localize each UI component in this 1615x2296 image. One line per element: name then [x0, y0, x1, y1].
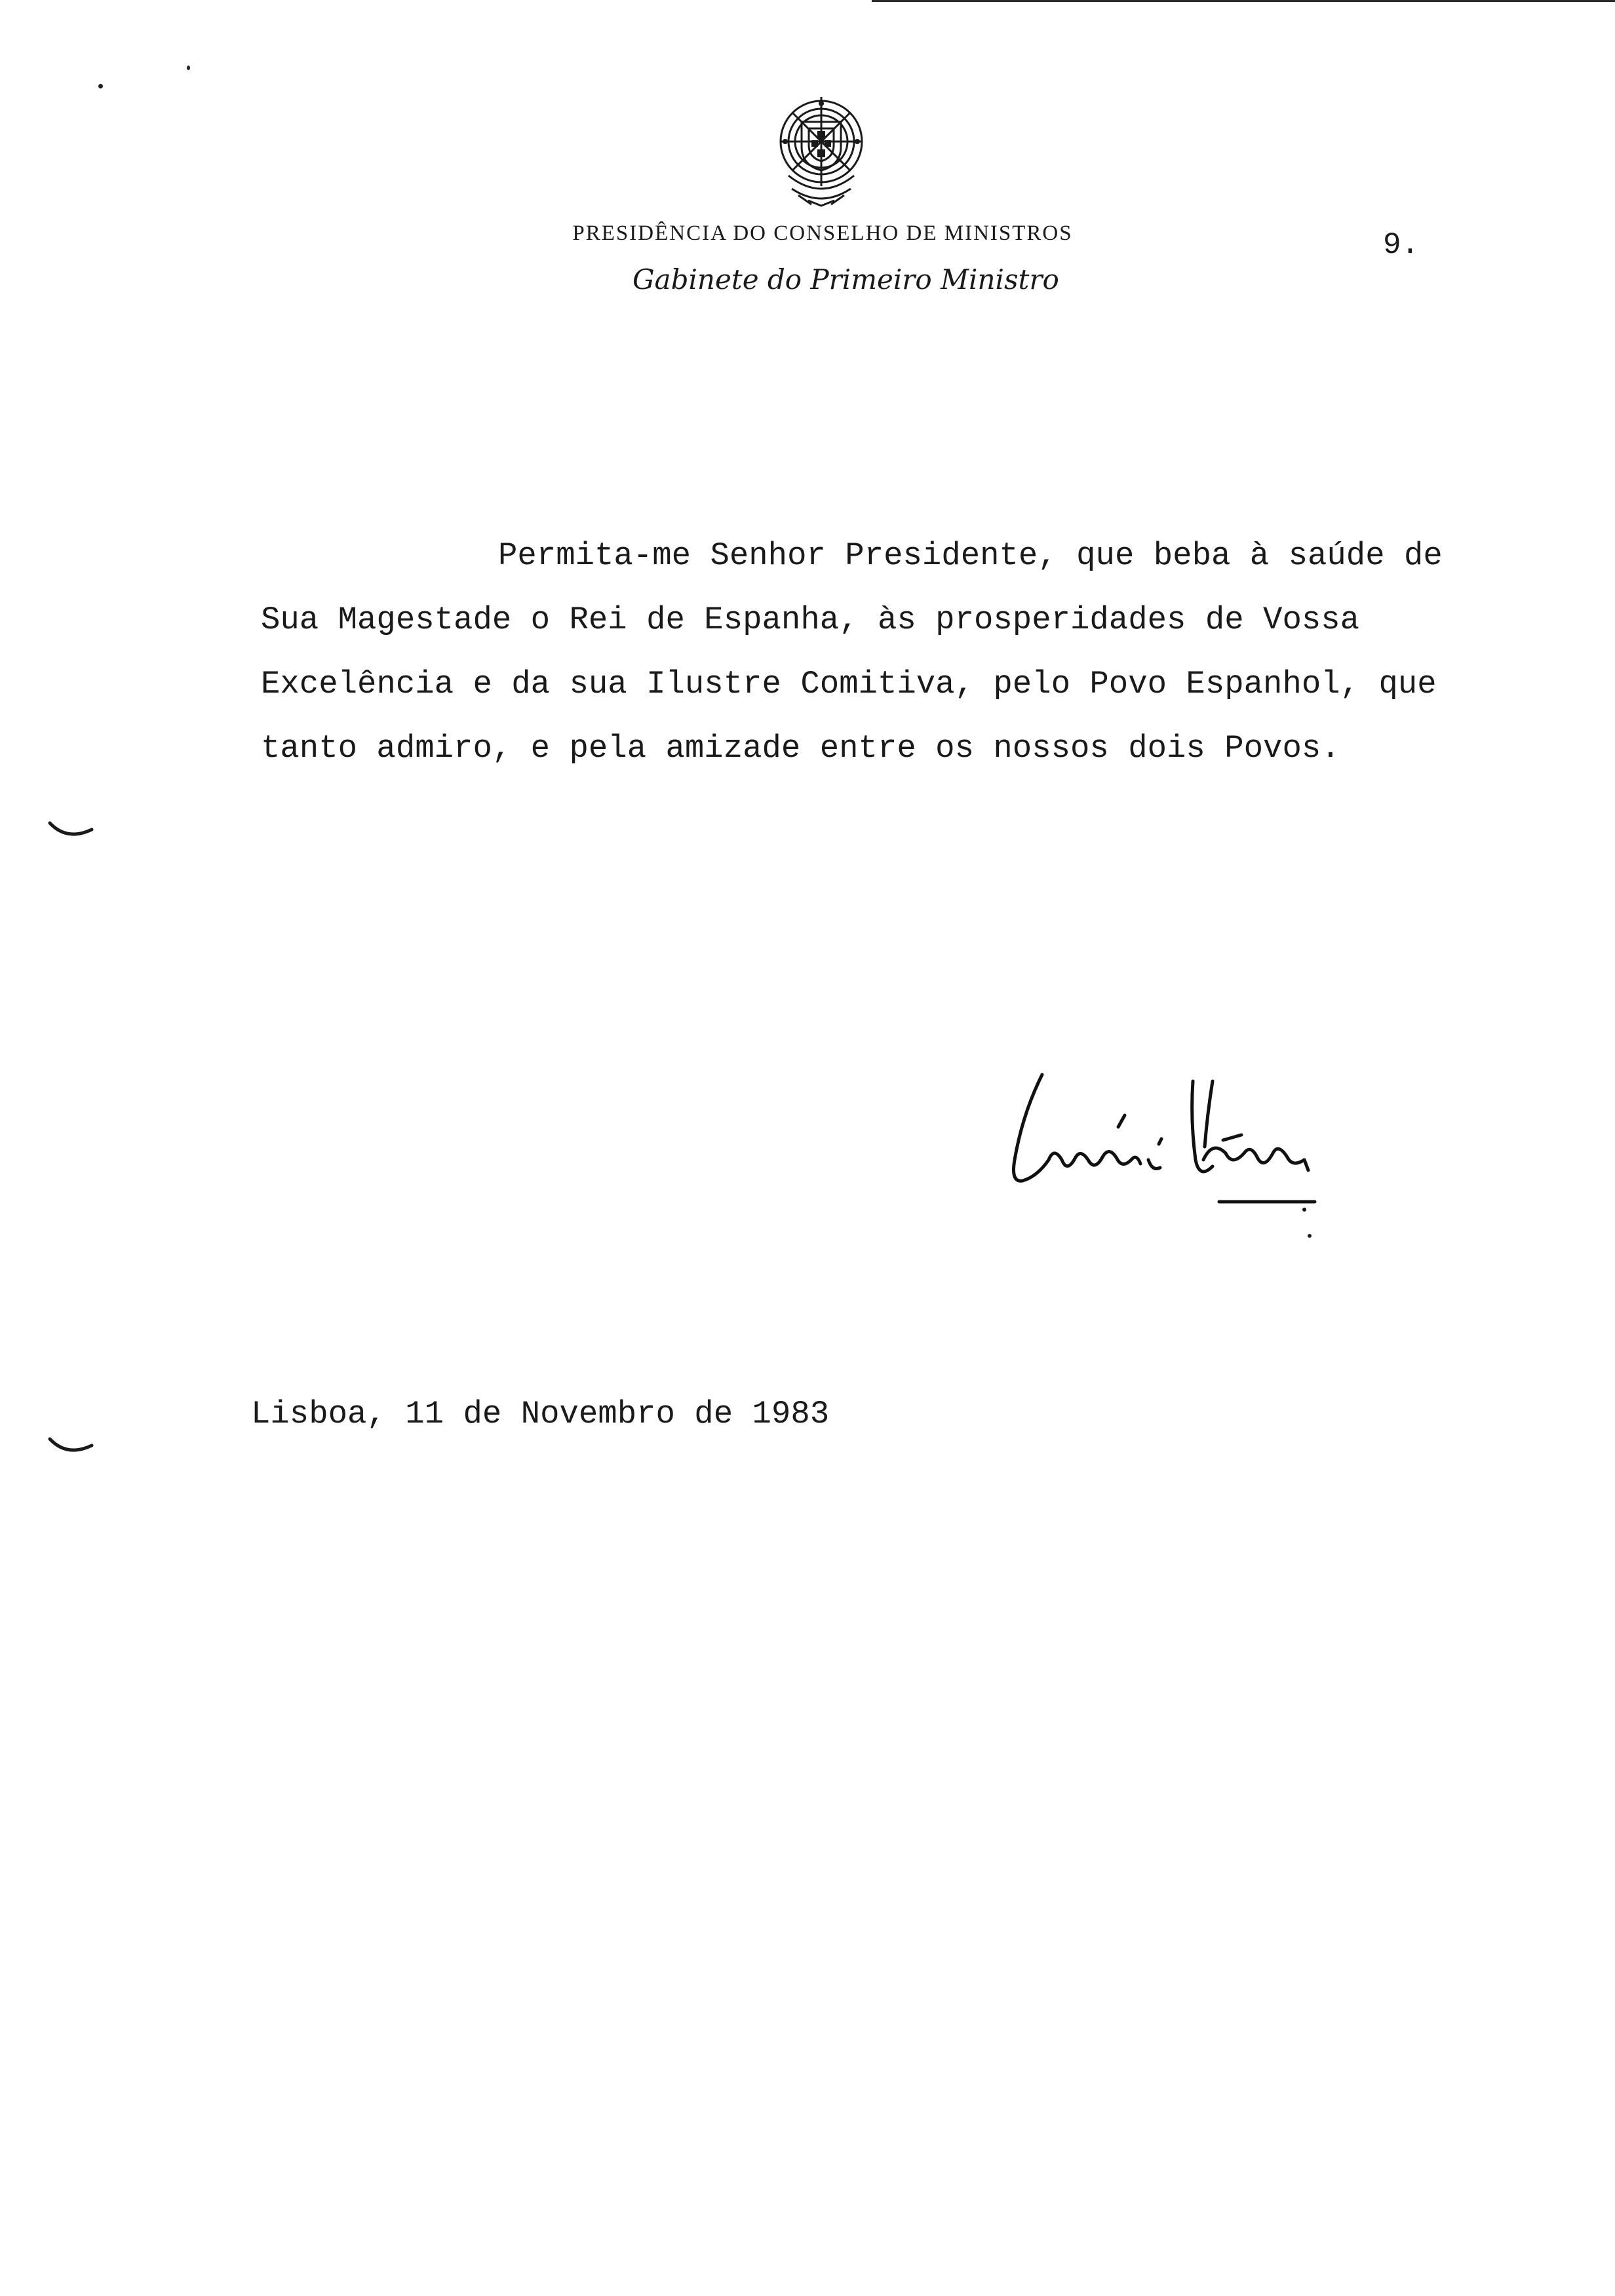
place-and-date: Lisboa, 11 de Novembro de 1983 — [251, 1396, 830, 1432]
portuguese-coat-of-arms-icon — [766, 90, 877, 208]
page-number: 9. — [1383, 228, 1420, 262]
body-line: Excelência e da sua Ilustre Comitiva, pelo Povo Espanhol, que — [261, 666, 1437, 702]
body-line: Sua Magestade o Rei de Espanha, às prosperidades de Vossa — [261, 602, 1360, 638]
punch-hole-mark — [47, 1435, 94, 1461]
office-subheading: Gabinete do Primeiro Ministro — [632, 263, 1059, 296]
body-line: tanto admiro, e pela amizade entre os nossos dois Povos. — [261, 730, 1340, 767]
office-heading: PRESIDÊNCIA DO CONSELHO DE MINISTROS — [572, 221, 1073, 245]
scan-speck — [98, 84, 103, 88]
handwritten-signature — [996, 1062, 1350, 1252]
punch-hole-mark — [47, 819, 94, 845]
scan-speck — [187, 66, 190, 70]
top-edge-rule — [872, 0, 1615, 2]
body-line: Permita-me Senhor Presidente, que beba à saúde de — [498, 537, 1443, 574]
